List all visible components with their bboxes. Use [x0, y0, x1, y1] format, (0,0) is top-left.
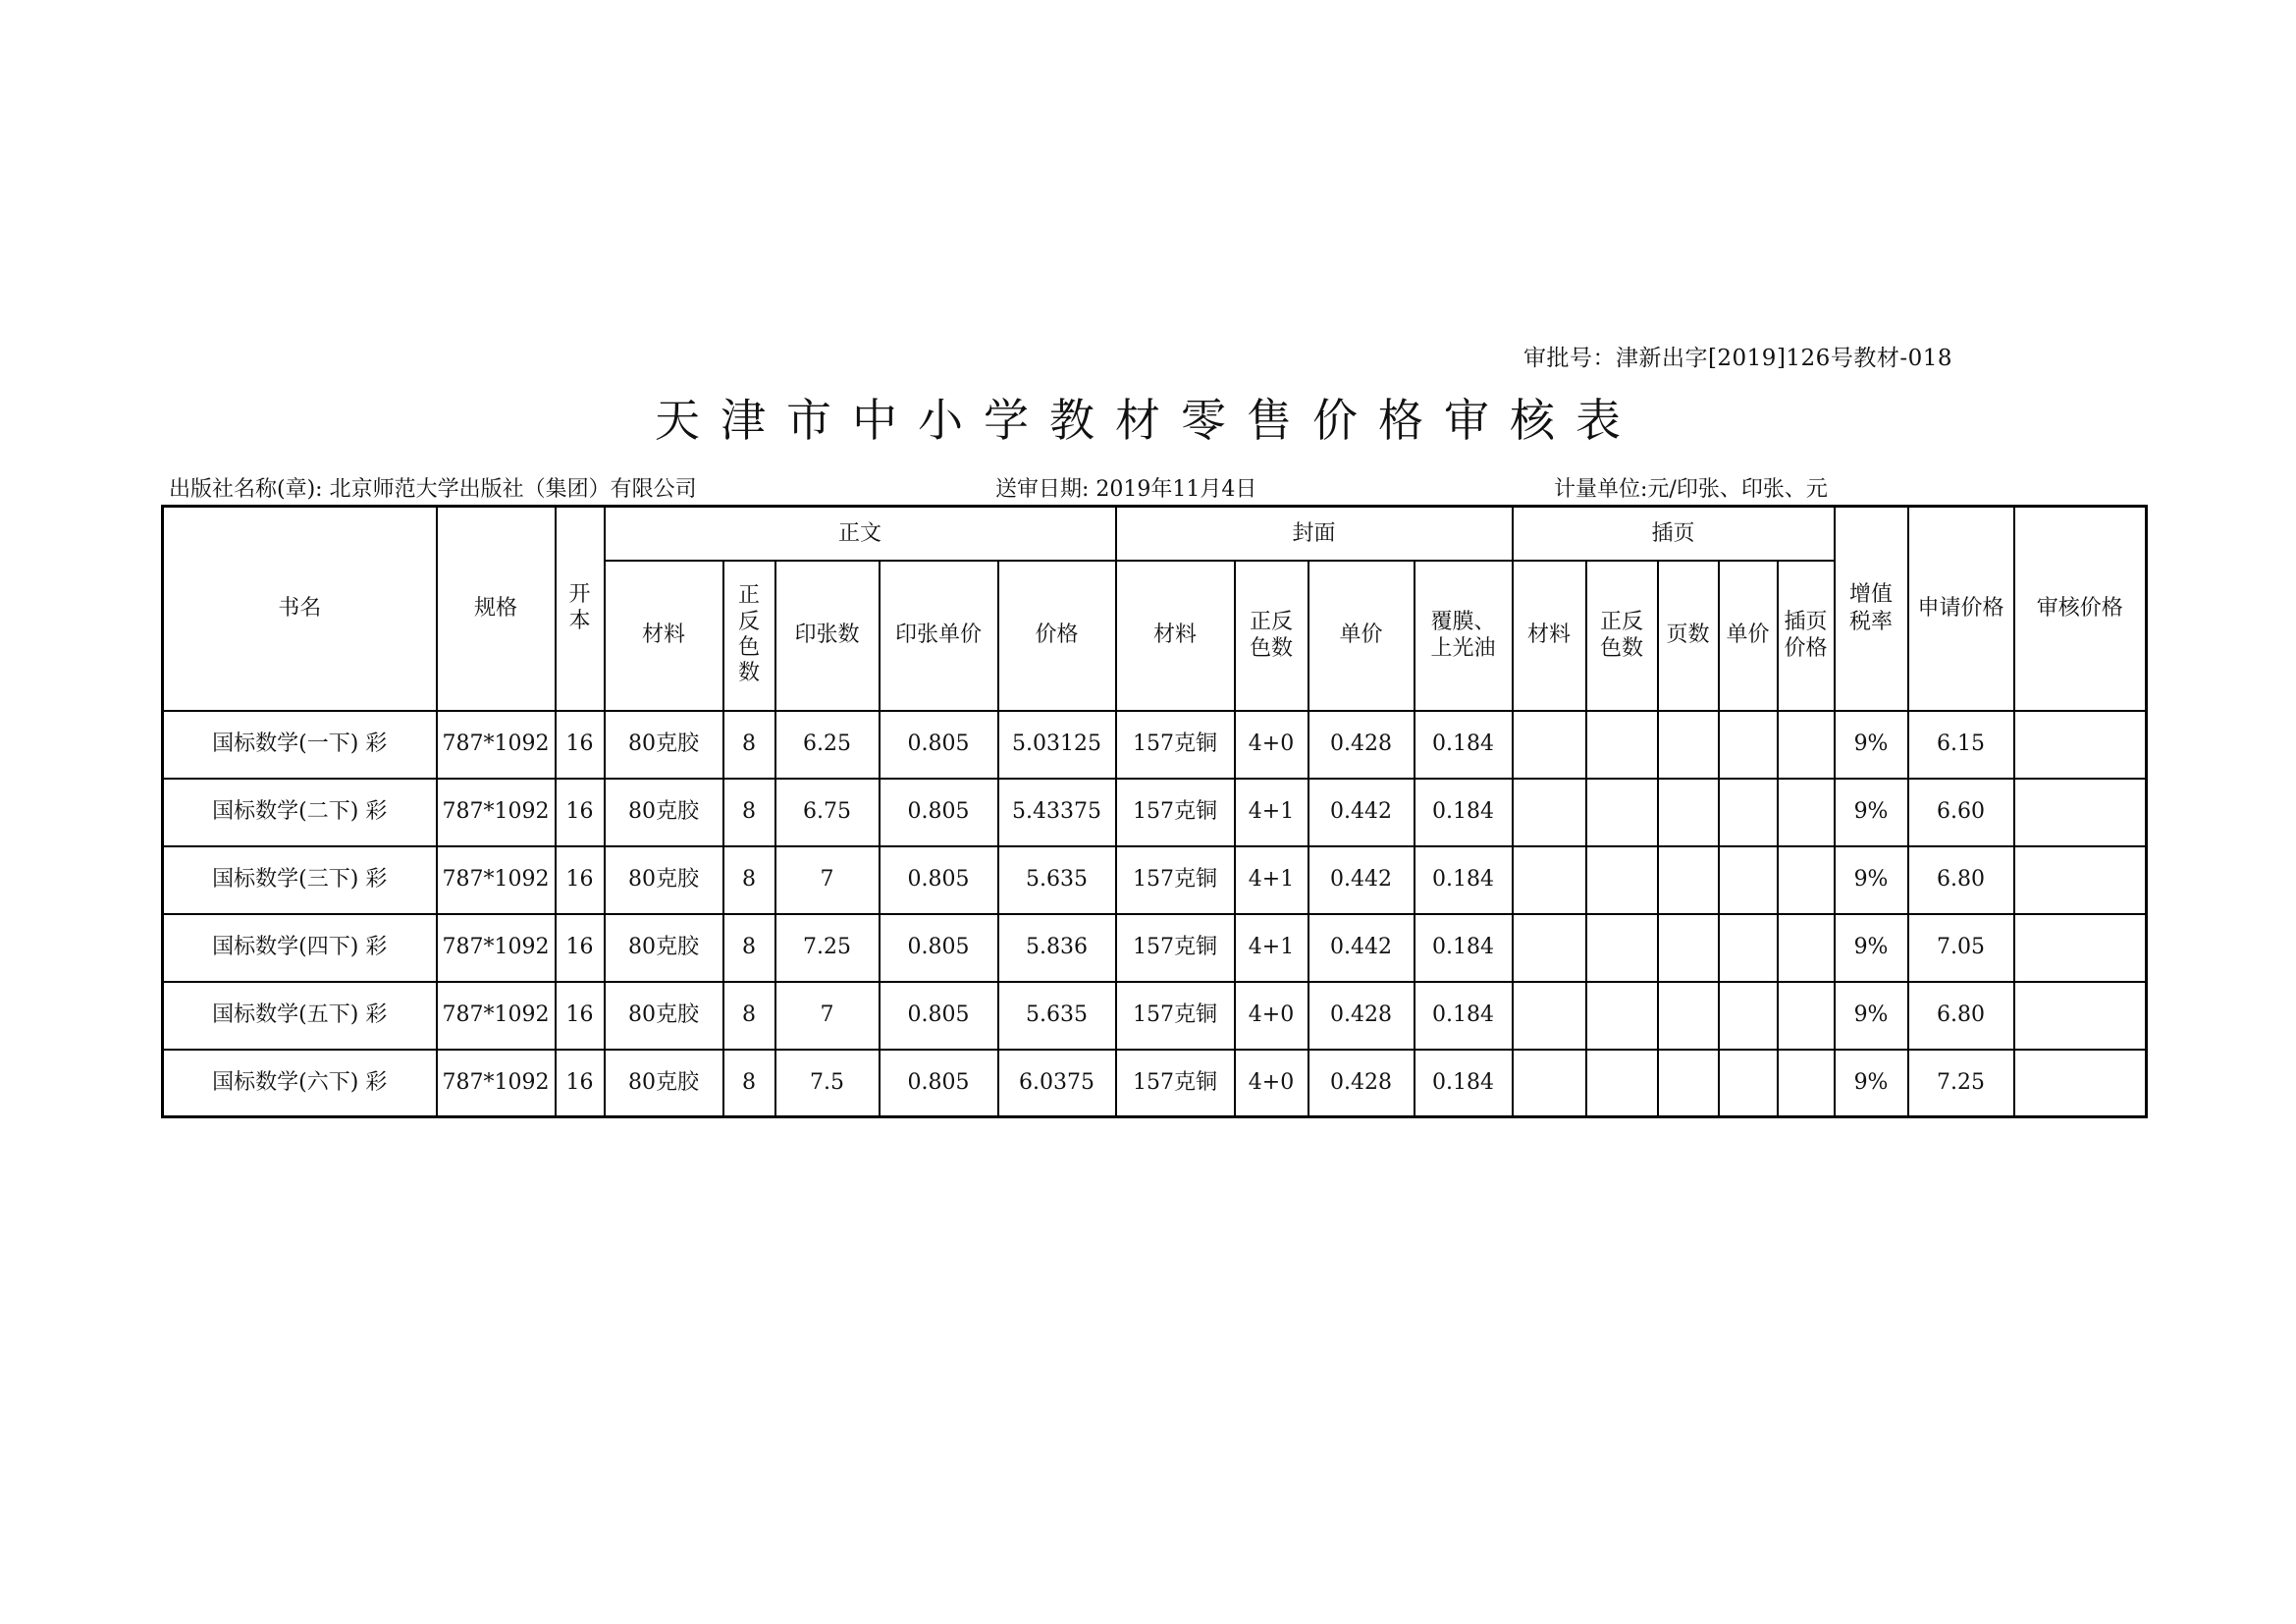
cell-name: 国标数学(三下) 彩	[163, 846, 437, 914]
cell-empty	[1513, 914, 1586, 982]
cell-cover-colors: 4+0	[1235, 711, 1308, 779]
header-body-colors: 正反色数	[723, 561, 775, 711]
table-row	[163, 711, 2147, 779]
cell-empty	[1658, 846, 1719, 914]
cell-name: 国标数学(六下) 彩	[163, 1050, 437, 1117]
cell-empty	[1586, 914, 1658, 982]
header-cover-material: 材料	[1116, 561, 1235, 711]
cell-body-price: 5.836	[998, 914, 1116, 982]
cell-empty	[1658, 779, 1719, 846]
cell-empty	[2014, 779, 2147, 846]
cell-sheet-price: 0.805	[880, 914, 998, 982]
cell-empty	[2014, 1050, 2147, 1117]
cell-body-price: 6.0375	[998, 1050, 1116, 1117]
cell-empty	[1513, 1050, 1586, 1117]
cell-cover-material: 157克铜	[1116, 914, 1235, 982]
header-body-price: 价格	[998, 561, 1116, 711]
cell-empty	[1778, 914, 1835, 982]
cell-apply: 6.80	[1908, 846, 2014, 914]
cell-empty	[1658, 711, 1719, 779]
cell-body-colors: 8	[723, 711, 775, 779]
table-row	[163, 846, 2147, 914]
cell-sheets: 6.75	[775, 779, 880, 846]
header-insert-colors: 正反色数	[1586, 561, 1658, 711]
table-row	[163, 982, 2147, 1050]
cell-empty	[1513, 779, 1586, 846]
cell-body-price: 5.635	[998, 982, 1116, 1050]
header-insert-group: 插页	[1513, 507, 1835, 561]
cell-tax: 9%	[1835, 711, 1908, 779]
cell-empty	[1586, 711, 1658, 779]
measurement-unit: 计量单位:元/印张、印张、元	[1554, 477, 1828, 502]
cell-body-price: 5.43375	[998, 779, 1116, 846]
publisher-name: 出版社名称(章): 北京师范大学出版社（集团）有限公司	[169, 477, 697, 502]
cell-cover-material: 157克铜	[1116, 982, 1235, 1050]
cell-laminate: 0.184	[1415, 846, 1513, 914]
cell-format: 16	[556, 846, 605, 914]
header-insert-unit-price: 单价	[1719, 561, 1778, 711]
cell-empty	[1778, 1050, 1835, 1117]
cell-empty	[1513, 982, 1586, 1050]
cell-sheets: 7.5	[775, 1050, 880, 1117]
cell-sheet-price: 0.805	[880, 1050, 998, 1117]
approval-number: 审批号：津新出字[2019]126号教材-018	[1522, 346, 1952, 371]
cell-empty	[1719, 914, 1778, 982]
cell-spec: 787*1092	[437, 711, 556, 779]
cell-name: 国标数学(五下) 彩	[163, 982, 437, 1050]
cell-body-material: 80克胶	[605, 1050, 723, 1117]
header-tax-rate: 增值税率	[1835, 507, 1908, 711]
header-format: 开本	[556, 507, 605, 711]
table-body	[163, 711, 2147, 1117]
cell-cover-material: 157克铜	[1116, 846, 1235, 914]
cell-body-price: 5.635	[998, 846, 1116, 914]
cell-empty	[1658, 1050, 1719, 1117]
cell-empty	[1719, 779, 1778, 846]
cell-apply: 6.80	[1908, 982, 2014, 1050]
cell-cover-unit-price: 0.442	[1308, 779, 1415, 846]
cell-cover-material: 157克铜	[1116, 1050, 1235, 1117]
cell-apply: 6.15	[1908, 711, 2014, 779]
cell-format: 16	[556, 1050, 605, 1117]
cell-spec: 787*1092	[437, 779, 556, 846]
cell-empty	[1778, 711, 1835, 779]
cell-tax: 9%	[1835, 1050, 1908, 1117]
cell-empty	[1586, 982, 1658, 1050]
cell-body-colors: 8	[723, 1050, 775, 1117]
table-row	[163, 1050, 2147, 1117]
header-sheets: 印张数	[775, 561, 880, 711]
cell-name: 国标数学(四下) 彩	[163, 914, 437, 982]
cell-apply: 7.05	[1908, 914, 2014, 982]
header-cover-colors: 正反色数	[1235, 561, 1308, 711]
table-row	[163, 779, 2147, 846]
header-cover-unit-price: 单价	[1308, 561, 1415, 711]
cell-empty	[1658, 914, 1719, 982]
cell-body-material: 80克胶	[605, 711, 723, 779]
cell-sheets: 6.25	[775, 711, 880, 779]
cell-empty	[1719, 982, 1778, 1050]
cell-empty	[2014, 982, 2147, 1050]
cell-tax: 9%	[1835, 982, 1908, 1050]
header-insert-price: 插页价格	[1778, 561, 1835, 711]
cell-spec: 787*1092	[437, 982, 556, 1050]
cell-body-material: 80克胶	[605, 846, 723, 914]
cell-empty	[1719, 711, 1778, 779]
cell-format: 16	[556, 711, 605, 779]
header-review-price: 审核价格	[2014, 507, 2147, 711]
cell-cover-colors: 4+1	[1235, 914, 1308, 982]
cell-spec: 787*1092	[437, 1050, 556, 1117]
cell-body-price: 5.03125	[998, 711, 1116, 779]
cell-sheets: 7	[775, 982, 880, 1050]
price-review-table	[161, 505, 2148, 1118]
cell-empty	[2014, 846, 2147, 914]
cell-cover-unit-price: 0.428	[1308, 711, 1415, 779]
cell-empty	[1513, 711, 1586, 779]
cell-empty	[2014, 914, 2147, 982]
cell-sheet-price: 0.805	[880, 779, 998, 846]
cell-cover-material: 157克铜	[1116, 779, 1235, 846]
cell-sheet-price: 0.805	[880, 711, 998, 779]
cell-empty	[1719, 846, 1778, 914]
cell-sheets: 7.25	[775, 914, 880, 982]
submit-date: 送审日期: 2019年11月4日	[995, 477, 1257, 502]
cell-body-colors: 8	[723, 779, 775, 846]
header-insert-material: 材料	[1513, 561, 1586, 711]
cell-cover-colors: 4+1	[1235, 779, 1308, 846]
cell-format: 16	[556, 914, 605, 982]
cell-body-material: 80克胶	[605, 982, 723, 1050]
cell-cover-unit-price: 0.428	[1308, 1050, 1415, 1117]
cell-laminate: 0.184	[1415, 1050, 1513, 1117]
cell-laminate: 0.184	[1415, 982, 1513, 1050]
header-book-name: 书名	[163, 507, 437, 711]
cell-format: 16	[556, 779, 605, 846]
table-row	[163, 914, 2147, 982]
cell-empty	[1719, 1050, 1778, 1117]
header-spec: 规格	[437, 507, 556, 711]
header-body-group: 正文	[605, 507, 1116, 561]
cell-body-material: 80克胶	[605, 914, 723, 982]
header-cover-group: 封面	[1116, 507, 1513, 561]
cell-sheet-price: 0.805	[880, 846, 998, 914]
cell-sheets: 7	[775, 846, 880, 914]
cell-cover-unit-price: 0.442	[1308, 846, 1415, 914]
cell-laminate: 0.184	[1415, 914, 1513, 982]
header-laminate: 覆膜、上光油	[1415, 561, 1513, 711]
cell-sheet-price: 0.805	[880, 982, 998, 1050]
cell-apply: 7.25	[1908, 1050, 2014, 1117]
cell-spec: 787*1092	[437, 846, 556, 914]
cell-cover-unit-price: 0.442	[1308, 914, 1415, 982]
cell-format: 16	[556, 982, 605, 1050]
cell-tax: 9%	[1835, 779, 1908, 846]
cell-empty	[2014, 711, 2147, 779]
cell-body-colors: 8	[723, 982, 775, 1050]
cell-tax: 9%	[1835, 914, 1908, 982]
cell-name: 国标数学(一下) 彩	[163, 711, 437, 779]
cell-laminate: 0.184	[1415, 711, 1513, 779]
header-sheet-price: 印张单价	[880, 561, 998, 711]
header-insert-pages: 页数	[1658, 561, 1719, 711]
page-title: 天津市中小学教材零售价格审核表	[655, 394, 1641, 447]
cell-cover-colors: 4+1	[1235, 846, 1308, 914]
cell-empty	[1658, 982, 1719, 1050]
cell-empty	[1778, 779, 1835, 846]
cell-cover-colors: 4+0	[1235, 982, 1308, 1050]
cell-spec: 787*1092	[437, 914, 556, 982]
cell-empty	[1586, 1050, 1658, 1117]
header-body-material: 材料	[605, 561, 723, 711]
header-apply-price: 申请价格	[1908, 507, 2014, 711]
cell-empty	[1778, 982, 1835, 1050]
cell-empty	[1513, 846, 1586, 914]
cell-laminate: 0.184	[1415, 779, 1513, 846]
cell-cover-material: 157克铜	[1116, 711, 1235, 779]
cell-name: 国标数学(二下) 彩	[163, 779, 437, 846]
cell-tax: 9%	[1835, 846, 1908, 914]
cell-cover-colors: 4+0	[1235, 1050, 1308, 1117]
cell-empty	[1586, 779, 1658, 846]
cell-empty	[1586, 846, 1658, 914]
cell-apply: 6.60	[1908, 779, 2014, 846]
cell-body-material: 80克胶	[605, 779, 723, 846]
cell-body-colors: 8	[723, 914, 775, 982]
cell-empty	[1778, 846, 1835, 914]
cell-cover-unit-price: 0.428	[1308, 982, 1415, 1050]
cell-body-colors: 8	[723, 846, 775, 914]
